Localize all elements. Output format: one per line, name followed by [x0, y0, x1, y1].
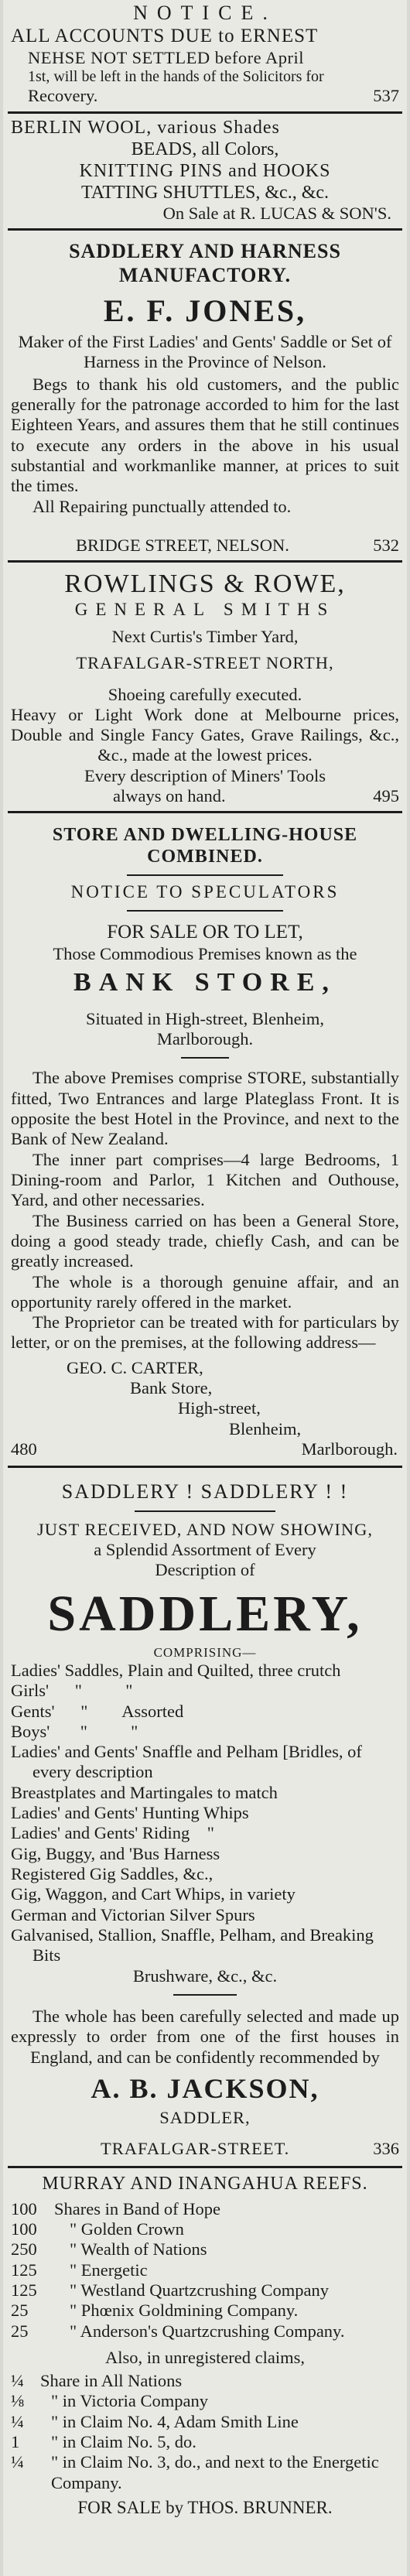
assortment-line-2: Description of [155, 1560, 255, 1580]
jones-body-text: Begs to thank his old customers, and the public generally for the patronage accorded to him for the last Eighteen Years, and assures them that he still continues to execute any orders in the above in his usual substantial and workmanlike manner, at prices to suit the times. [11, 374, 399, 496]
saddlery-item: German and Victorian Silver Spurs [11, 1904, 255, 1924]
claim-name: " in Claim No. 5, do. [51, 2432, 196, 2452]
store-paragraph: The Proprietor can be treated with for particulars by letter, or on the premises, at the following address— [11, 1312, 399, 1353]
share-name: " Energetic [70, 2260, 148, 2280]
store-contact-line: Marlborough. [301, 1439, 398, 1459]
unregistered-claims-label: Also, in unregistered claims, [104, 2347, 306, 2367]
wool-line: BERLIN WOOL, various Shades [11, 117, 280, 138]
claim-quantity: ¼ [11, 2452, 24, 2472]
rowlings-tools-line-2 [11, 786, 399, 806]
saddlery-item: Ladies' and Gents' Hunting Whips [11, 1803, 249, 1823]
share-name: " Westland Quartzcrushing Company [70, 2280, 330, 2300]
saddlery-item: Girls' " " [11, 1681, 133, 1701]
saddlery-jones-advertisement [3, 231, 407, 556]
store-subheading: COMBINED. [147, 847, 263, 867]
wool-line: BEADS, all Colors, [131, 139, 279, 159]
wool-line: TATTING SHUTTLES, &c., &c. [80, 182, 330, 203]
saddlery-item: Gig, Buggy, and 'Bus Harness [11, 1843, 220, 1863]
divider-rule-short [135, 1510, 275, 1512]
bank-store-title: BANK STORE, [73, 968, 337, 997]
divider-rule-short [173, 1994, 237, 1996]
claim-quantity: ⅛ [11, 2391, 24, 2411]
saddlery-item: Boys' " " [11, 1721, 138, 1741]
rowlings-location-1: Next Curtis's Timber Yard, [111, 626, 299, 646]
share-name: " Anderson's Quartzcrushing Company. [70, 2321, 345, 2341]
rowlings-rowe-trade: GENERAL SMITHS [74, 600, 336, 619]
claim-name: " in Claim No. 3, do., and next to the Energetic Company. [51, 2452, 379, 2492]
notice-title: NOTICE. [133, 2, 277, 24]
share-name: " Golden Crown [70, 2219, 184, 2239]
berlin-wool-advertisement [3, 114, 407, 224]
jackson-name: A. B. JACKSON, [91, 2072, 319, 2104]
jackson-ref-number: 336 [373, 2139, 399, 2159]
saddlery-item: Ladies' Saddles, Plain and Quilted, three crutch [11, 1660, 341, 1680]
jackson-trade: SADDLER, [159, 2107, 251, 2127]
rowlings-rowe-name: ROWLINGS & ROWE, [64, 570, 346, 599]
rowlings-tools-1: Every description of Miners' Tools [84, 765, 326, 785]
divider-rule-short [127, 910, 283, 912]
share-quantity: 250 [11, 2239, 37, 2260]
jackson-body-text: The whole has been carefully selected and made up expressly to order from one of the first houses in England, and can be confidently recommended by [11, 2006, 399, 2067]
claim-name: " in Claim No. 4, Adam Smith Line [51, 2411, 299, 2431]
notice-last-word: Recovery. [28, 86, 98, 106]
share-quantity: 100 [11, 2198, 37, 2219]
store-contact-line: Blenheim, [229, 1418, 302, 1439]
notice-to-speculators: NOTICE TO SPECULATORS [70, 881, 340, 901]
bank-store-advertisement [3, 813, 407, 1459]
store-situated: Situated in High-street, Blenheim, Marlborough. [85, 1008, 325, 1049]
saddlery-item: Gig, Waggon, and Cart Whips, in variety [11, 1884, 296, 1904]
notice-last-line [11, 86, 399, 106]
jones-repair-line: All Repairing punctually attended to. [32, 496, 292, 516]
notice-advertisement [3, 0, 407, 107]
share-quantity: 125 [11, 2280, 37, 2300]
store-paragraph: The inner part comprises—4 large Bedrooms, 1 Dining-room and Parlor, 1 Kitchen and Outhouse, Yard, and other necessaries. [11, 1149, 399, 1210]
store-ref-number: 480 [11, 1439, 37, 1459]
saddlery-item: Galvanised, Stallion, Snaffle, Pelham, and Breaking Bits [11, 1924, 374, 1965]
assortment-line-1: a Splendid Assortment of Every [94, 1540, 316, 1560]
reefs-heading: MURRAY AND INANGAHUA REEFS. [42, 2173, 368, 2194]
store-heading: STORE AND DWELLING-HOUSE [52, 825, 358, 846]
saddlery-item: Registered Gig Saddles, &c., [11, 1864, 214, 1883]
saddlery-item: Ladies' and Gents' Snaffle and Pelham [Bridles, of every description [11, 1742, 362, 1782]
saddlery-heading: SADDLERY AND HARNESS [69, 240, 341, 263]
saddlery-subheading: MANUFACTORY. [118, 263, 292, 286]
jones-address: BRIDGE STREET, NELSON. [76, 535, 289, 555]
reefs-sale-line: FOR SALE by THOS. BRUNNER. [77, 2498, 333, 2517]
store-paragraph: The Business carried on has been a General Store, doing a good steady trade, chiefly Cash, and can be greatly increased. [11, 1210, 399, 1271]
rowlings-location-2: TRAFALGAR-STREET NORTH, [76, 653, 334, 673]
saddlery-item: Breastplates and Martingales to match [11, 1782, 278, 1802]
reefs-shares-advertisement [3, 2168, 407, 2519]
newspaper-advertisements-column [3, 0, 407, 2576]
notice-ref-number: 537 [373, 86, 399, 106]
comprising-label: COMPRISING— [153, 1645, 257, 1660]
jackson-address: TRAFALGAR-STREET. [101, 2139, 290, 2159]
share-name: " Wealth of Nations [70, 2239, 207, 2260]
saddlery-exclamation-heading: SADDLERY ! SADDLERY ! ! [61, 1480, 349, 1504]
wool-line: KNITTING PINS and HOOKS [79, 160, 331, 181]
saddlery-item: Gents' " Assorted [11, 1701, 184, 1721]
share-quantity: 125 [11, 2260, 37, 2280]
store-contact-line: Bank Store, [130, 1378, 213, 1398]
divider-rule-short [127, 874, 283, 876]
shares-list [11, 2199, 399, 2342]
divider-rule-short [181, 1057, 229, 1059]
store-contact-name: GEO. C. CARTER, [67, 1357, 203, 1377]
rowlings-rowe-advertisement [3, 563, 407, 806]
share-name: " Phœnix Goldmining Company. [70, 2301, 299, 2321]
claim-quantity: 1 [11, 2432, 20, 2452]
store-contact-final-line [11, 1439, 399, 1459]
saddlery-big-title: SADDLERY, [47, 1585, 363, 1642]
jones-ref-number: 532 [373, 535, 399, 555]
rowlings-ref-number: 495 [373, 786, 399, 806]
share-quantity: 25 [11, 2301, 29, 2321]
store-contact-line: High-street, [178, 1398, 261, 1418]
rowlings-body: Heavy or Light Work done at Melbourne prices, Double and Single Fancy Gates, Grave Railings, &c., &c., made at the lowest prices. [11, 704, 399, 765]
claim-name: Share in All Nations [40, 2371, 183, 2391]
claim-name: " in Victoria Company [51, 2391, 209, 2411]
rowlings-shoeing: Shoeing carefully executed. [108, 684, 302, 704]
saddlery-item: Ladies' and Gents' Riding " [11, 1823, 214, 1843]
share-quantity: 100 [11, 2219, 37, 2239]
rowlings-tools-2: always on hand. [113, 786, 226, 806]
just-received: JUST RECEIVED, AND NOW SHOWING, [37, 1519, 373, 1539]
claims-list [11, 2371, 399, 2493]
jones-maker-line: Maker of the First Ladies' and Gents' Saddle or Set of Harness in the Province of Nelson. [18, 332, 392, 372]
share-quantity: 25 [11, 2321, 29, 2341]
store-paragraph: The whole is a thorough genuine affair, and an opportunity rarely offered in the market. [11, 1271, 399, 1312]
jones-address-line [11, 535, 399, 556]
for-sale-or-let: FOR SALE OR TO LET, [107, 922, 303, 943]
notice-line: NEHSE NOT SETTLED before April [28, 47, 305, 67]
wool-sale-line: On Sale at R. LUCAS & SON'S. [162, 203, 391, 223]
store-paragraph: The above Premises comprise STORE, substantially fitted, Two Entrances and large Plateglass Front. It is opposite the best Hotel in the Province, and next to the Bank of New Zealand. [11, 1068, 399, 1149]
share-name: Shares in Band of Hope [54, 2198, 220, 2219]
claim-quantity: ¼ [11, 2371, 24, 2391]
saddlery-jackson-advertisement [3, 1468, 407, 2159]
notice-line: ALL ACCOUNTS DUE to ERNEST [11, 26, 319, 47]
jones-name: E. F. JONES, [103, 293, 307, 329]
commodious-premises: Those Commodious Premises known as the [53, 943, 357, 963]
claim-quantity: ¼ [11, 2411, 24, 2431]
saddlery-item: Brushware, &c., &c. [132, 1965, 278, 1986]
notice-line: 1st, will be left in the hands of the Solicitors for [28, 67, 324, 85]
jackson-address-line [11, 2139, 399, 2159]
